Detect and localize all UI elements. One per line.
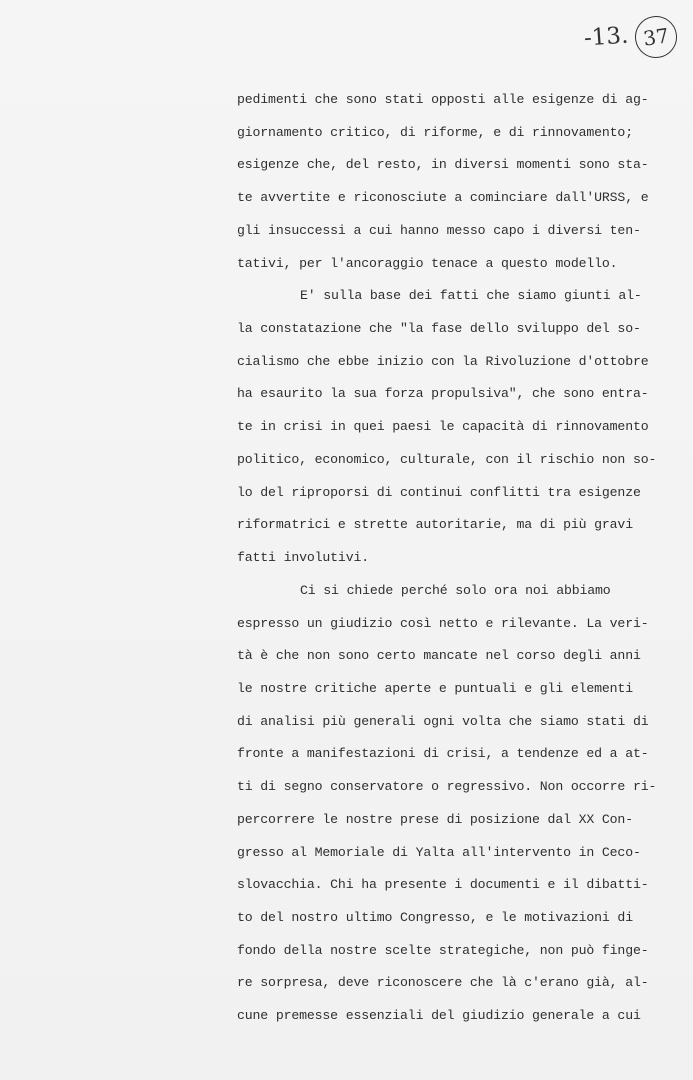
- text-line: te avvertite e riconosciute a cominciare dall'URSS, e: [237, 190, 649, 206]
- text-line: lo del riproporsi di continui conflitti tra esigenze: [237, 484, 641, 500]
- text-line: tativi, per l'ancoraggio tenace a questo modello.: [237, 255, 618, 271]
- body-text: [237, 84, 657, 1033]
- text-line: E' sulla base dei fatti che siamo giunti al-: [300, 288, 642, 304]
- text-line: fronte a manifestazioni di crisi, a tendenze ed a at-: [237, 746, 649, 762]
- text-line: riformatrici e strette autoritarie, ma di più gravi: [237, 517, 633, 533]
- text-line: di analisi più generali ogni volta che siamo stati di: [237, 713, 649, 729]
- text-line: te in crisi in quei paesi le capacità di rinnovamento: [237, 419, 649, 435]
- text-line: re sorpresa, deve riconoscere che là c'erano già, al-: [237, 975, 649, 991]
- circled-page-stamp: 37: [632, 13, 679, 60]
- text-line: giornamento critico, di riforme, e di rinnovamento;: [237, 124, 633, 140]
- text-line: gresso al Memoriale di Yalta all'intervento in Ceco-: [237, 844, 641, 860]
- text-line: fondo della nostre scelte strategiche, non può finge-: [237, 942, 649, 958]
- text-line: Ci si chiede perché solo ora noi abbiamo: [300, 582, 611, 598]
- page-number: -13.: [583, 22, 630, 52]
- text-line: cialismo che ebbe inizio con la Rivoluzione d'ottobre: [237, 353, 649, 369]
- text-line: tà è che non sono certo mancate nel corso degli anni: [237, 648, 641, 664]
- text-line: la constatazione che "la fase dello sviluppo del so-: [237, 321, 641, 337]
- text-line: ha esaurito la sua forza propulsiva", che sono entra-: [237, 386, 649, 402]
- text-line: gli insuccessi a cui hanno messo capo i diversi ten-: [237, 222, 641, 238]
- text-line: to del nostro ultimo Congresso, e le motivazioni di: [237, 909, 633, 925]
- text-line: cune premesse essenziali del giudizio generale a cui: [237, 1008, 641, 1024]
- text-line: slovacchia. Chi ha presente i documenti e il dibatti-: [237, 877, 649, 893]
- text-line: ti di segno conservatore o regressivo. Non occorre ri-: [237, 779, 657, 795]
- text-line: percorrere le nostre prese di posizione dal XX Con-: [237, 811, 633, 827]
- text-line: le nostre critiche aperte e puntuali e gli elementi: [237, 680, 633, 696]
- text-line: pedimenti che sono stati opposti alle esigenze di ag-: [237, 92, 649, 107]
- text-line: politico, economico, culturale, con il rischio non so-: [237, 451, 657, 467]
- text-line: fatti involutivi.: [237, 550, 369, 566]
- text-line: esigenze che, del resto, in diversi momenti sono sta-: [237, 157, 649, 173]
- text-line: espresso un giudizio così netto e rilevante. La veri-: [237, 615, 649, 631]
